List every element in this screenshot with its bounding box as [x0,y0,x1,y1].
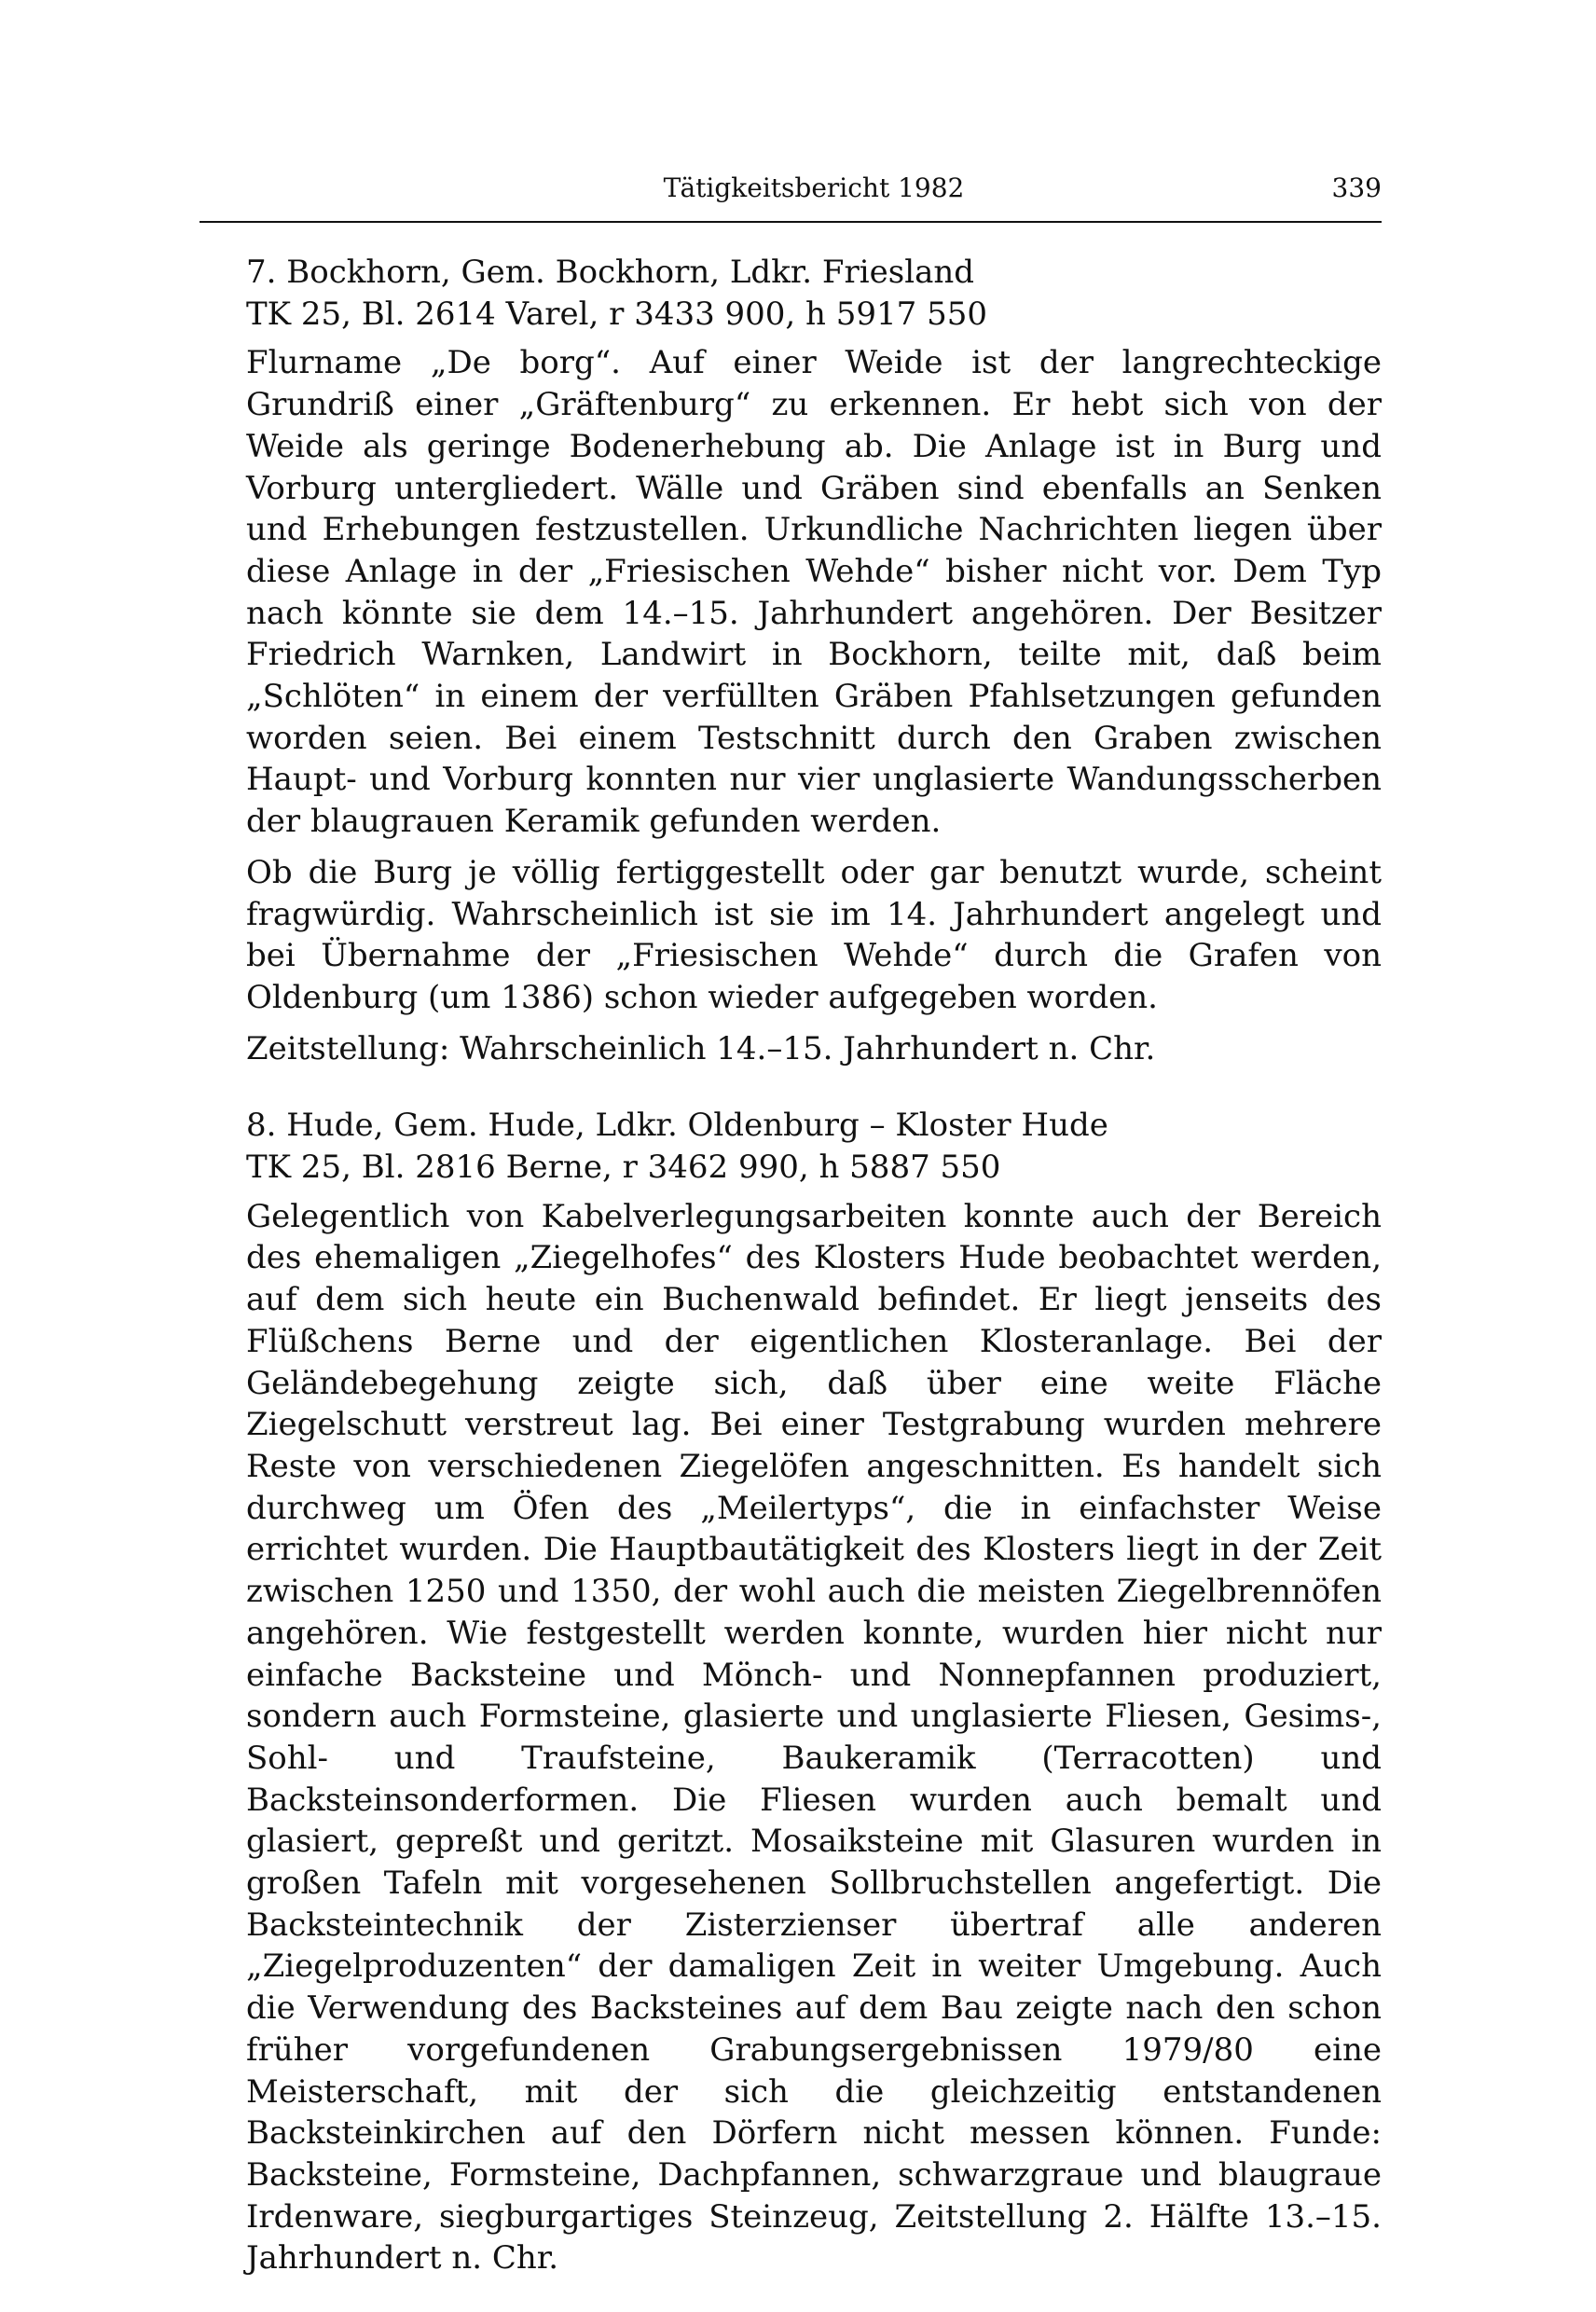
entry-heading: 8. Hude, Gem. Hude, Ldkr. Oldenburg – Kloster Hude [246,1107,1108,1145]
running-title: Tätigkeitsbericht 1982 [663,172,965,203]
paragraph: Flurname „De borg“. Auf einer Weide ist der langrechteckige Grundriß einer „Gräftenburg“ zu erkennen. Er hebt sich von der Weide als geringe Bodenerhebung ab. Die Anlage ist in Burg und Vorburg untergliedert. Wälle und Gräben sind ebenfalls an Senken und Erhebungen festzustellen. Urkundliche Nachrichten liegen über diese Anlage in der „Friesischen Wehde“ bisher nicht vor. Dem Typ nach könnte sie dem 14.–15. Jahrhundert angehören. Der Besitzer Friedrich Warnken, Landwirt in Bockhorn, teilte mit, daß beim „Schlöten“ in einem der verfüllten Gräben Pfahlsetzungen gefunden worden seien. Bei einem Testschnitt durch den Graben zwischen Haupt- und Vorburg konnten nur vier unglasierte Wandungsscherben der blaugrauen Keramik gefunden werden. [246,344,1382,841]
entry-hude [246,1105,1382,2279]
entry-bockhorn [246,252,1382,1069]
paragraph: Ob die Burg je völlig fertiggestellt oder gar benutzt wurde, scheint fragwürdig. Wahrscheinlich ist sie im 14. Jahrhundert angelegt und bei Übernahme der „Friesischen Wehde“ durch die Grafen von Oldenburg (um 1386) schon wieder aufgegeben worden. [246,853,1382,1016]
running-head [246,170,1382,216]
paragraph: Gelegentlich von Kabelverlegungsarbeiten konnte auch der Bereich des ehemaligen „Ziegelhofes“ des Klosters Hude beobachtet werden, auf dem sich heute ein Buchenwald befindet. Er liegt jenseits des Flüßchens Berne und der eigentlichen Klosteranlage. Bei der Geländebegehung zeigte sich, daß über eine weite Fläche Ziegelschutt verstreut lag. Bei einer Testgrabung wurden mehrere Reste von verschiedenen Ziegelöfen angeschnitten. Es handelt sich durchweg um Öfen des „Meilertyps“, die in einfachster Weise errichtet wurden. Die Hauptbautätigkeit des Klosters liegt in der Zeit zwischen 1250 und 1350, der wohl auch die meisten Ziegelbrennöfen angehören. Wie festgestellt werden konnte, wurden hier nicht nur einfache Backsteine und Mönch- und Nonnepfannen produziert, sondern auch Formsteine, glasierte und unglasierte Fliesen, Gesims-, Sohl- und Traufsteine, Baukeramik (Terracotten) und Backsteinsonderformen. Die Fliesen wurden auch bemalt und glasiert, gepreßt und geritzt. Mosaiksteine mit Glasuren wurden in großen Tafeln mit vorgesehenen Sollbruchstellen angefertigt. Die Backsteintechnik der Zisterzienser übertraf alle anderen „Ziegelproduzenten“ der damaligen Zeit in weiter Umgebung. Auch die Verwendung des Backsteines auf dem Bau zeigte nach den schon früher vorgefundenen Grabungsergebnissen 1979/80 eine Meisterschaft, mit der sich die gleichzeitig entstandenen Backsteinkirchen auf den Dörfern nicht messen können. Funde: Backsteine, Formsteine, Dachpfannen, schwarzgraue und blaugraue Irdenware, siegburgartiges Steinzeug, Zeitstellung 2. Hälfte 13.–15. Jahrhundert n. Chr. [246,1197,1382,2278]
map-reference: TK 25, Bl. 2614 Varel, r 3433 900, h 5917 550 [246,295,987,333]
page-number: 339 [1331,172,1382,203]
map-reference: TK 25, Bl. 2816 Berne, r 3462 990, h 5887 550 [246,1149,1001,1187]
entry-heading: 7. Bockhorn, Gem. Bockhorn, Ldkr. Friesland [246,254,975,291]
dating-line: Zeitstellung: Wahrscheinlich 14.–15. Jahrhundert n. Chr. [246,1029,1156,1067]
document-page [246,0,1382,2312]
main-content [246,252,1382,2289]
header-rule [200,221,1382,223]
